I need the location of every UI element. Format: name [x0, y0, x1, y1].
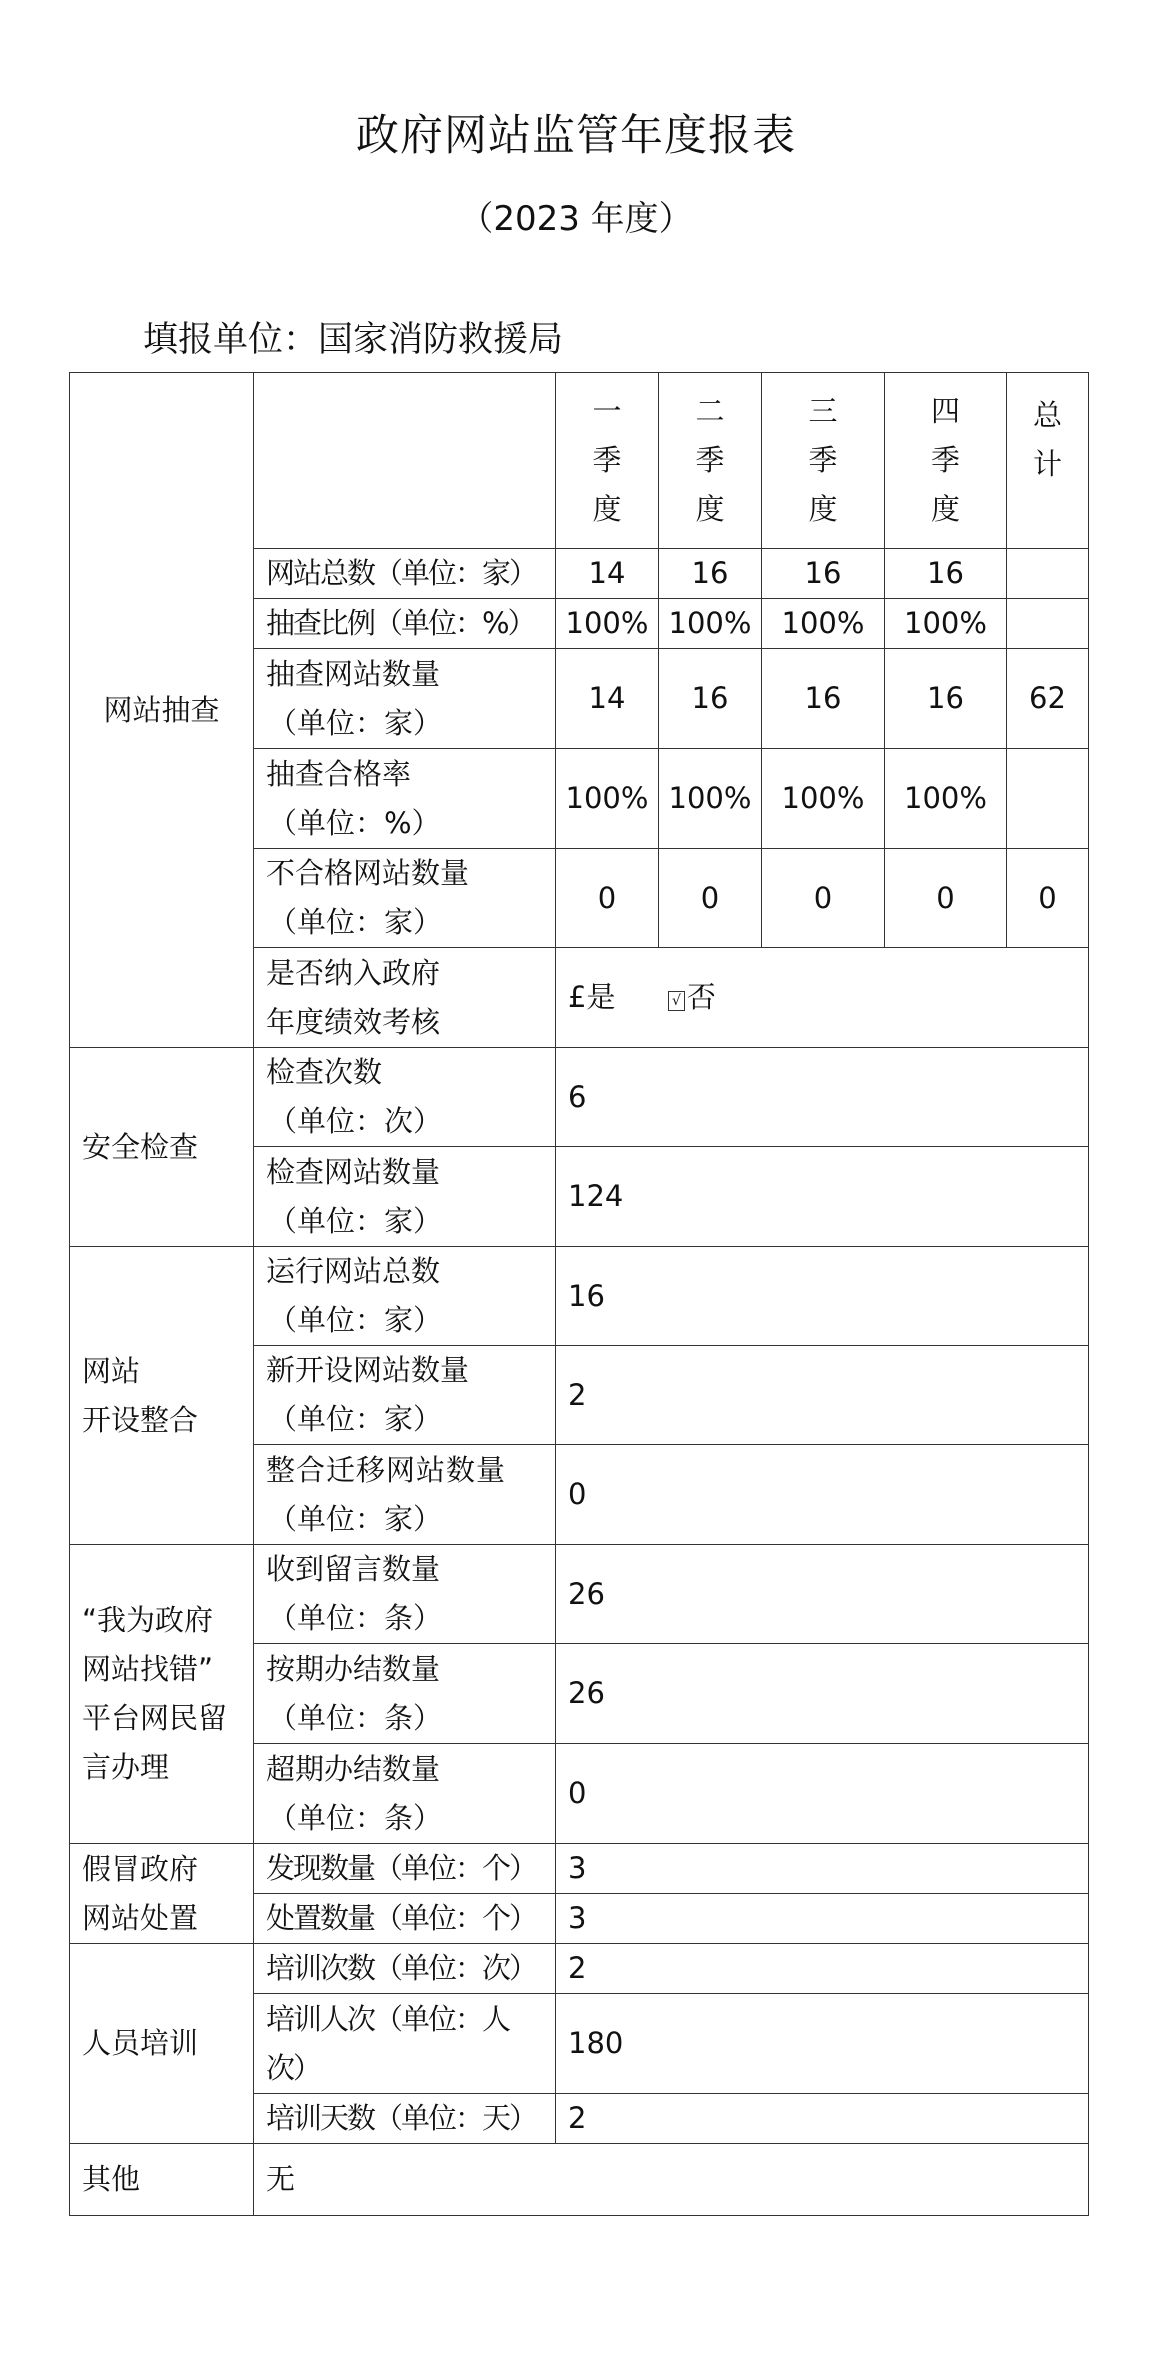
row-label: 检查网站数量 （单位：家）	[254, 1147, 556, 1247]
checked-box-icon: √	[668, 991, 685, 1011]
row-label: 新开设网站数量 （单位：家）	[254, 1346, 556, 1445]
group-other: 其他	[70, 2144, 254, 2216]
report-year: （2023 年度）	[459, 199, 693, 239]
header-row	[70, 373, 1089, 549]
table-row	[70, 1944, 1089, 1994]
header-q4: 四 季 度	[885, 373, 1007, 549]
cell-value: 26	[556, 1545, 1089, 1644]
cell-q4: 100%	[885, 749, 1007, 849]
cell-value: 2	[556, 1346, 1089, 1445]
cell-q2: 100%	[659, 749, 762, 849]
cell-q1: 100%	[556, 599, 659, 649]
cell-value: 2	[556, 1944, 1089, 1994]
cell-q3: 100%	[762, 599, 885, 649]
cell-value: 124	[556, 1147, 1089, 1247]
table-row	[70, 1247, 1089, 1346]
option-no[interactable]: √ 否	[668, 980, 716, 1014]
cell-q2: 16	[659, 549, 762, 599]
header-q1: 一 季 度	[556, 373, 659, 549]
row-label: 抽查网站数量 （单位：家）	[254, 649, 556, 749]
row-label: 处置数量（单位：个）	[254, 1894, 556, 1944]
header-total: 总 计	[1007, 373, 1089, 549]
cell-total	[1007, 599, 1089, 649]
group-error-reporting: “我为政府 网站找错” 平台网民留 言办理	[70, 1545, 254, 1844]
cell-q4: 100%	[885, 599, 1007, 649]
cell-total: 62	[1007, 649, 1089, 749]
cell-q3: 100%	[762, 749, 885, 849]
cell-value: 26	[556, 1644, 1089, 1744]
row-label: 是否纳入政府 年度绩效考核	[254, 948, 556, 1048]
reporting-unit: 填报单位：国家消防救援局	[143, 320, 564, 360]
cell-q1: 14	[556, 649, 659, 749]
row-label: 按期办结数量 （单位：条）	[254, 1644, 556, 1744]
table-row	[70, 1048, 1089, 1147]
row-label: 检查次数 （单位：次）	[254, 1048, 556, 1147]
cell-value: 3	[556, 1844, 1089, 1894]
cell-q2: 0	[659, 849, 762, 948]
cell-total	[1007, 749, 1089, 849]
group-security-check: 安全检查	[70, 1048, 254, 1247]
cell-q2: 16	[659, 649, 762, 749]
row-label: 培训天数（单位：天）	[254, 2094, 556, 2144]
cell-total	[1007, 549, 1089, 599]
row-label: 收到留言数量 （单位：条）	[254, 1545, 556, 1644]
cell-q2: 100%	[659, 599, 762, 649]
report-title: 政府网站监管年度报表	[356, 111, 796, 161]
row-label: 超期办结数量 （单位：条）	[254, 1744, 556, 1844]
row-label: 培训次数（单位：次）	[254, 1944, 556, 1994]
other-value: 无	[254, 2144, 1089, 2216]
header-blank	[254, 373, 556, 549]
cell-value: 2	[556, 2094, 1089, 2144]
row-label: 抽查比例（单位：%）	[254, 599, 556, 649]
row-label: 发现数量（单位：个）	[254, 1844, 556, 1894]
cell-q4: 16	[885, 549, 1007, 599]
cell-q3: 16	[762, 549, 885, 599]
cell-q4: 16	[885, 649, 1007, 749]
row-label: 整合迁移网站数量 （单位：家）	[254, 1445, 556, 1545]
cell-value: 0	[556, 1744, 1089, 1844]
cell-value: 3	[556, 1894, 1089, 1944]
cell-q3: 0	[762, 849, 885, 948]
row-label: 网站总数（单位：家）	[254, 549, 556, 599]
table-row	[70, 1844, 1089, 1894]
cell-q1: 0	[556, 849, 659, 948]
row-label: 抽查合格率 （单位：%）	[254, 749, 556, 849]
row-label: 培训人次（单位：人 次）	[254, 1994, 556, 2094]
row-label: 不合格网站数量 （单位：家）	[254, 849, 556, 948]
cell-value: 0	[556, 1445, 1089, 1545]
cell-total: 0	[1007, 849, 1089, 948]
cell-value: 6	[556, 1048, 1089, 1147]
cell-q1: 14	[556, 549, 659, 599]
cell-value: 180	[556, 1994, 1089, 2094]
performance-assessment-choice	[556, 948, 1089, 1048]
cell-value: 16	[556, 1247, 1089, 1346]
table-row	[70, 2144, 1089, 2216]
group-training: 人员培训	[70, 1944, 254, 2144]
header-q2: 二 季 度	[659, 373, 762, 549]
cell-q1: 100%	[556, 749, 659, 849]
report-table	[69, 372, 1089, 2216]
row-label: 运行网站总数 （单位：家）	[254, 1247, 556, 1346]
group-spot-check: 网站抽查	[70, 373, 254, 1048]
option-yes[interactable]: £是	[568, 980, 616, 1014]
group-site-setup: 网站 开设整合	[70, 1247, 254, 1545]
cell-q4: 0	[885, 849, 1007, 948]
cell-q3: 16	[762, 649, 885, 749]
table-row	[70, 1545, 1089, 1644]
header-q3: 三 季 度	[762, 373, 885, 549]
group-fake-sites: 假冒政府 网站处置	[70, 1844, 254, 1944]
unchecked-box-icon: £	[568, 980, 587, 1014]
